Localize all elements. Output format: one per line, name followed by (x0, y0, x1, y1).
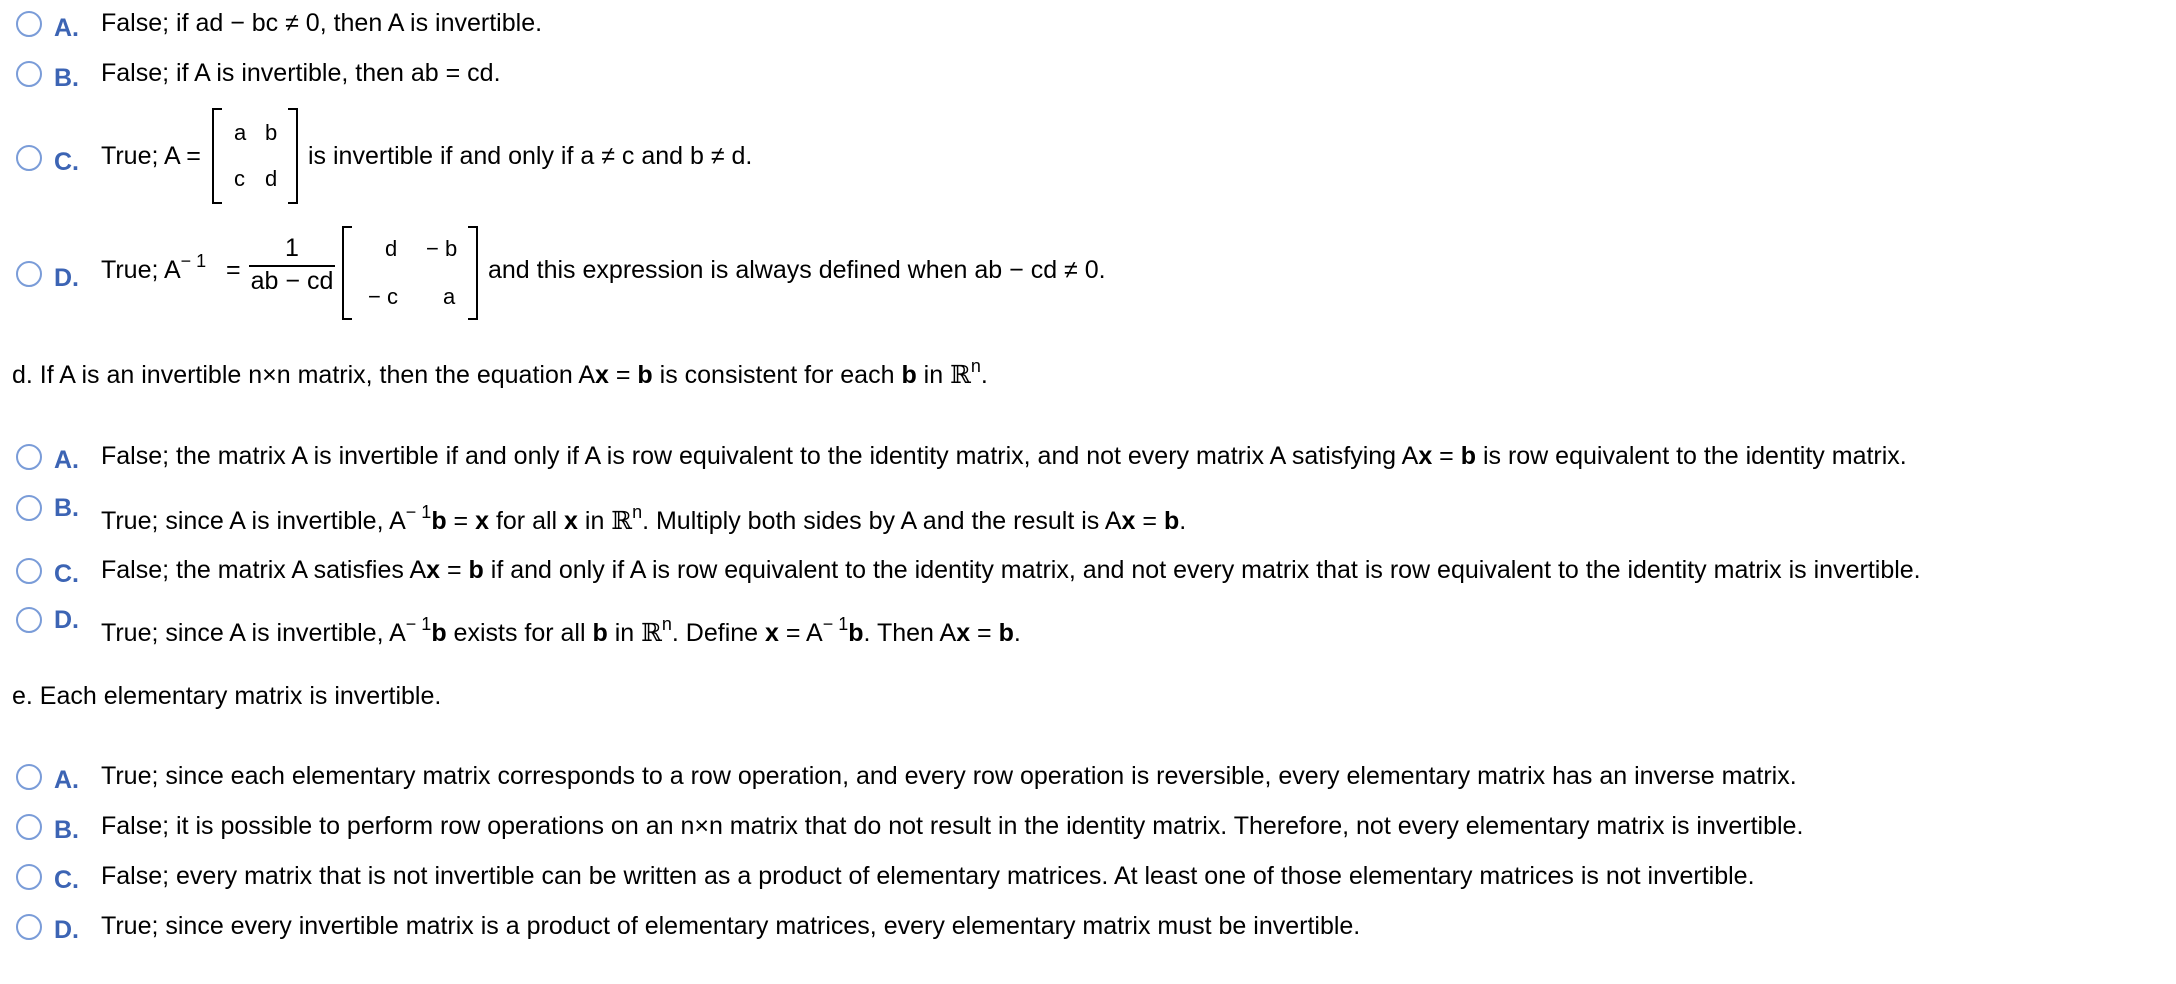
matrix-right-bracket (468, 226, 478, 320)
fraction-numerator: 1 (285, 234, 299, 262)
option-text: False; it is possible to perform row operations on an n×n matrix that do not result in the identity matrix. Therefore, not every elementary matrix is invertible. (101, 812, 1804, 840)
option-letter: A. (54, 766, 79, 794)
option-text-post: and this expression is always defined when ab − cd ≠ 0. (488, 256, 1106, 284)
option-e-C[interactable] (0, 858, 2176, 898)
option-text-post: is invertible if and only if a ≠ c and b ≠ d. (308, 142, 753, 170)
radio-button[interactable] (16, 864, 42, 890)
option-text: False; if ad − bc ≠ 0, then A is invertible. (101, 9, 543, 37)
radio-button[interactable] (16, 914, 42, 940)
radio-button[interactable] (16, 444, 42, 470)
matrix-cell: a (443, 284, 456, 309)
matrix-cell: a (234, 120, 247, 145)
option-c-D[interactable] (0, 222, 1200, 322)
option-letter: A. (54, 14, 79, 42)
option-text-pre: True; $A^{- 1}$ (101, 251, 207, 284)
option-c-A[interactable] (0, 6, 2176, 46)
matrix-cell: d (385, 236, 398, 261)
option-letter: D. (54, 606, 79, 634)
radio-button[interactable] (16, 145, 42, 171)
option-letter: B. (54, 64, 79, 92)
radio-button[interactable] (16, 558, 42, 584)
option-e-D[interactable] (0, 908, 2176, 948)
radio-button[interactable] (16, 607, 42, 633)
option-text: True; since each elementary matrix corresponds to a row operation, and every row operation is reversible, every elementary matrix has an inverse matrix. (101, 762, 1797, 790)
option-text: True; since A is invertible, $A^{- 1}b$ exists for all b in ℝ$^n$. Define $x = A^{- 1}b$. Then Ax = b. (101, 614, 1021, 647)
question-d: d. If A is an invertible n×n matrix, then the equation Ax = b is consistent for each b in ℝ$^n$. (12, 356, 988, 389)
option-d-D[interactable] (0, 604, 2176, 654)
option-text: False; if A is invertible, then ab = cd. (101, 59, 501, 87)
option-c-C[interactable] (0, 108, 900, 208)
option-text: False; the matrix A is invertible if and only if A is row equivalent to the identity matrix, and not every matrix A satisfying Ax = b is row equivalent to the identity matrix. (101, 442, 1907, 470)
radio-button[interactable] (16, 11, 42, 37)
question-e: e. Each elementary matrix is invertible. (12, 682, 442, 710)
option-letter: D. (54, 916, 79, 944)
fraction (249, 234, 335, 296)
radio-button[interactable] (16, 61, 42, 87)
option-letter: B. (54, 816, 79, 844)
matrix-cell: − c (368, 284, 398, 309)
option-d-A[interactable] (0, 438, 2176, 478)
matrix-cell: d (265, 166, 278, 191)
option-text: False; the matrix A satisfies Ax = b if and only if A is row equivalent to the identity matrix, and not every matrix that is row equivalent to the identity matrix is invertible. (101, 556, 1921, 584)
equals-sign: = (226, 256, 241, 284)
matrix-left-bracket (342, 226, 352, 320)
option-text: False; every matrix that is not invertible can be written as a product of elementary matrices. At least one of those elementary matrices is not invertible. (101, 862, 1755, 890)
option-letter: C. (54, 866, 79, 894)
matrix-cell: c (234, 166, 245, 191)
option-letter: B. (54, 494, 79, 522)
option-letter: A. (54, 446, 79, 474)
option-text: True; since every invertible matrix is a product of elementary matrices, every elementary matrix must be invertible. (101, 912, 1361, 940)
radio-button[interactable] (16, 814, 42, 840)
option-e-A[interactable] (0, 758, 2176, 798)
option-text-pre: True; A = (101, 142, 201, 170)
matrix-right-bracket (288, 108, 298, 204)
option-d-C[interactable] (0, 552, 2176, 592)
matrix-left-bracket (212, 108, 222, 204)
option-d-B[interactable] (0, 492, 2176, 542)
radio-button[interactable] (16, 261, 42, 287)
matrix-cell: b (265, 120, 278, 145)
option-e-B[interactable] (0, 808, 2176, 848)
option-letter: C. (54, 560, 79, 588)
option-letter: D. (54, 264, 79, 292)
option-letter: C. (54, 148, 79, 176)
fraction-denominator: ab − cd (250, 267, 334, 295)
radio-button[interactable] (16, 495, 42, 521)
matrix-cell: − b (426, 236, 458, 261)
option-text: True; since A is invertible, $A^{- 1}b = x$ for all x in ℝ$^n$. Multiply both sides by A and the result is Ax = b. (101, 502, 1187, 535)
radio-button[interactable] (16, 764, 42, 790)
option-c-B[interactable] (0, 56, 2176, 96)
